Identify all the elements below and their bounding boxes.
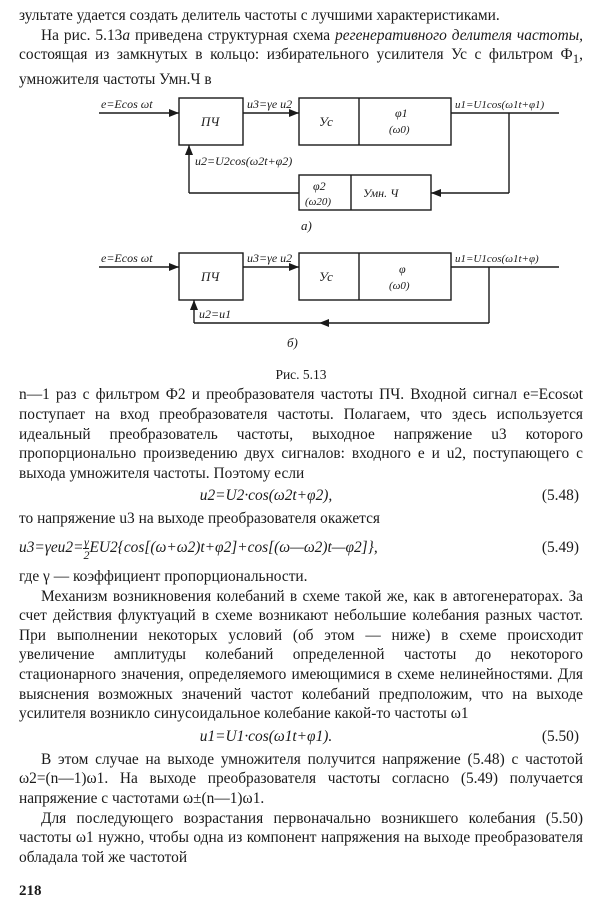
output-label-a: u1=U1cos(ω1t+φ1): [455, 99, 545, 112]
figure-caption: Рис. 5.13: [275, 367, 327, 383]
fraction-numerator: γ: [84, 534, 89, 549]
page-content: [19, 6, 583, 867]
omega0-label-b: (ω0): [389, 280, 410, 293]
subscript: 1: [572, 52, 580, 67]
paragraph-description: n—1 раз с фильтром Ф2 и преобразователя частоты ПЧ. Входной сигнал e=Ecosωt поступает на вход преобразователя частоты. Полагаем, что здесь используется идеальный преобразователь частоты, выходное напряжение u3 которого пропорционально произведению двух сигналов: входного e и u2, поступающего с выхода умножителя частоты. Поэтому если: [19, 386, 583, 482]
paragraph-growth-condition: Для последующего возрастания первоначально возникшего колебания (5.50) частоты ω1 нужно, чтобы одна из компонент напряжения на выходе преобразователя обладала той же частотой: [19, 809, 583, 866]
umn-label-a: Умн. Ч: [363, 186, 399, 201]
equation-rhs: EU2{cos[(ω+ω2)t+φ2]+cos[(ω—ω2)t—φ2]},: [89, 539, 378, 557]
equation-body: u1=U1·cos(ω1t+φ1).: [199, 727, 333, 745]
input-label-b: e=Ecos ωt: [101, 251, 153, 266]
phi1-label: φ1: [395, 106, 408, 121]
pch-label-b: ПЧ: [201, 269, 220, 285]
equation-number: (5.50): [541, 727, 579, 745]
text-run: а: [122, 26, 131, 44]
input-label-a: e=Ecos ωt: [101, 97, 153, 112]
paragraph-figure-intro: [19, 26, 583, 90]
paragraph-gamma: где γ — коэффициент пропорциональности.: [19, 568, 308, 586]
text-run: состоящая из замкнутых в кольцо: избирательного усилителя Ус с фильтром Ф: [19, 46, 573, 64]
equation-number: (5.48): [541, 487, 579, 505]
equation-lhs: u3=γeu2=: [19, 539, 84, 557]
block-diagram: [19, 93, 583, 411]
equation-body: [19, 531, 513, 565]
equation-5-48: [19, 485, 583, 507]
text-run: На рис. 5.13: [41, 26, 123, 44]
emphasis-term: регенеративного делителя частоты,: [335, 26, 583, 44]
paragraph-mechanism: Механизм возникновения колебаний в схеме такой же, как в автогенераторах. За счет действия флуктуаций в схеме возникают небольшие колебания разных частот. При выполнении некоторых условий (об этом — ниже) в схеме происходит увеличение амплитуды колебаний определенной частоты до некоторого стационарного значения, определяемого имеющимися в схеме нелинейностями. Для выяснения возможных значений частот колебаний предположим, что на выходе усилителя возникло синусоидальное колебание какой-то частоты ω1: [19, 587, 583, 723]
feedback-label-b: u2=u1: [199, 307, 232, 322]
page-number: 218: [19, 883, 42, 899]
diagram-a-label: а): [301, 218, 312, 234]
text-run: приведена структурная схема: [130, 26, 336, 44]
us-label-a: Ус: [319, 114, 333, 130]
u3-label-b: u3=γe u2: [247, 251, 293, 266]
equation-5-49: [19, 531, 583, 565]
diagram-b-label: б): [287, 335, 298, 351]
equation-5-50: [19, 726, 583, 748]
feedback-label-a: u2=U2cos(ω2t+φ2): [195, 154, 293, 169]
figure-5-13: [19, 93, 583, 411]
phi2-label: φ2: [313, 179, 326, 194]
omega20-label: (ω20): [305, 196, 332, 209]
output-label-b: u1=U1cos(ω1t+φ): [455, 253, 539, 266]
fraction-denominator: 2: [83, 547, 90, 562]
phi-label-b: φ: [399, 262, 406, 277]
us-label-b: Ус: [319, 269, 333, 285]
text-run: , умножителя частоты Умн.Ч в: [19, 46, 583, 88]
paragraph-multiplier-output: В этом случае на выходе умножителя получится напряжение (5.48) с частотой ω2=(n—1)ω1. На выходе преобразователя частоты согласно (5.49) получается напряжение с частотами ω±(n—1)ω1.: [19, 750, 583, 807]
equation-number: (5.49): [541, 539, 579, 557]
omega0-label-a: (ω0): [389, 124, 410, 137]
equation-body: u2=U2·cos(ω2t+φ2),: [199, 487, 333, 505]
u3-label-a: u3=γe u2: [247, 97, 293, 112]
pch-label-a: ПЧ: [201, 114, 220, 130]
paragraph-continuation: зультате удается создать делитель частоты с лучшими характеристиками.: [19, 7, 500, 24]
paragraph-lead-549: то напряжение u3 на выходе преобразователя окажется: [19, 510, 381, 528]
